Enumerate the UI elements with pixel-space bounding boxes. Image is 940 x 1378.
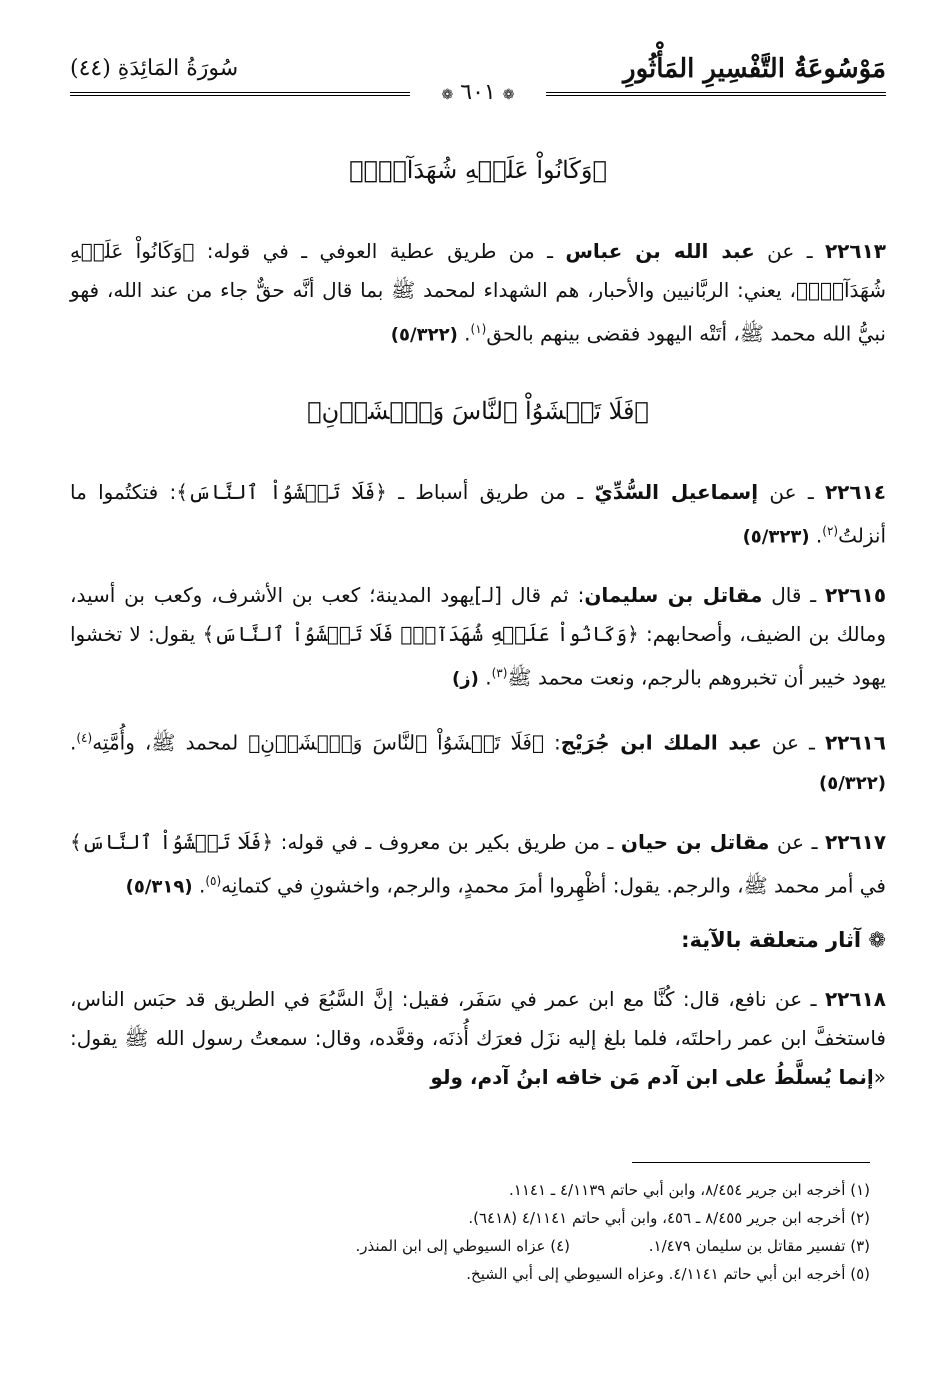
entry-text: ـ من طريق بكير بن معروف ـ في قوله: <box>273 829 621 854</box>
entry-number: ٢٢٦١٦ <box>824 730 886 755</box>
entry-text: ـ من طريق أسباط ـ <box>386 479 595 504</box>
entry-number: ٢٢٦١٣ <box>824 239 886 263</box>
ornament-right: ❁ <box>502 87 515 103</box>
entry <box>70 719 886 803</box>
footnote-1: (١) أخرجه ابن جرير ٨/٤٥٤، وابن أبي حاتم ٤/١١٣٩ ـ ١١٤١. <box>509 1181 870 1199</box>
footnote-rule <box>632 1162 870 1163</box>
entry <box>70 823 886 907</box>
entry-end: . <box>70 730 77 755</box>
narrator: عبد الله بن عباس <box>565 239 755 263</box>
page-number: ٦٠١ <box>460 80 496 105</box>
reference: (٥/٣٢٢) <box>390 324 458 346</box>
narrator: مقاتل بن سليمان <box>584 583 763 608</box>
footnote-marker[interactable]: (٢) <box>822 523 839 538</box>
entry-dash: ـ <box>801 583 825 608</box>
running-header <box>70 50 886 110</box>
header-rule-right <box>546 92 886 96</box>
reference: (ز) <box>452 668 479 690</box>
footnotes <box>54 1176 870 1288</box>
footnote-2: (٢) أخرجه ابن جرير ٨/٤٥٥ ـ ٤٥٦، وابن أبي حاتم ٤/١١٤١ (٦٤١٨). <box>468 1209 870 1227</box>
verse-heading: ﴿وَكَانُواْ عَلَيۡهِ شُهَدَآءَۚ﴾ <box>349 156 607 184</box>
entry-lead: قال <box>771 583 802 608</box>
sura-label: سُورَةُ المَائِدَةِ (٤٤) <box>70 56 239 81</box>
reference: (٥/٣٢٣) <box>742 526 810 548</box>
entry <box>70 473 886 557</box>
hadith-text: إنما يُسلَّطُ على ابن آدم مَن خافه ابنُ آدم، ولو <box>430 1065 874 1090</box>
footnote-marker[interactable]: (٣) <box>491 666 508 681</box>
footnote-marker[interactable]: (٥) <box>205 873 222 888</box>
entry-lead: عن <box>767 239 795 263</box>
entry <box>70 232 886 355</box>
entry-end: . <box>809 523 823 548</box>
entry <box>70 576 886 699</box>
entry <box>70 980 886 1097</box>
ornament-left: ❁ <box>441 87 454 103</box>
quoted-verse: ﴿فَلَا تَخۡشَوُاْ ٱلنَّاسَ وَٱخۡشَوۡنِ﴾ <box>248 730 544 755</box>
entry-dash: ـ <box>796 479 825 504</box>
narrator: عبد الملك ابن جُرَيْج <box>560 730 762 755</box>
verse-heading: ﴿فَلَا تَخۡشَوُاْ ٱلنَّاسَ وَٱخۡشَوۡنِ﴾ <box>307 396 649 425</box>
narrator: إسماعيل السُّدِّيّ <box>594 479 759 504</box>
entry-text: يقول: لا تخشوا يهود خيبر أن تخبروهم بالرجم، ونعت محمد ﷺ <box>70 622 886 690</box>
main-content <box>70 140 886 1107</box>
footnote-5: (٥) أخرجه ابن أبي حاتم ٤/١١٤١. وعزاه السيوطي إلى أبي الشيخ. <box>466 1265 870 1283</box>
entry-text: : فتكتُموا ما أنزلتُ <box>70 479 886 548</box>
quoted-verse: ﴿وَكَانُواْ عَلَيۡهِ شُهَدَآءَۚ﴾ <box>70 239 886 302</box>
entry-text: في أمر محمد ﷺ، والرجم. يقول: أظْهِروا أمرَ محمدٍ، والرجم، واخشونِ في كتمانِه <box>221 873 886 898</box>
footnote-4: (٤) عزاه السيوطي إلى ابن المنذر. <box>355 1237 570 1255</box>
entry-dash: ـ <box>799 730 825 755</box>
narrator: مقاتل بن حيان <box>620 829 770 854</box>
book-title: مَوْسُوعَةُ التَّفْسِيرِ المَأْثُورِ <box>623 54 886 84</box>
footnote-marker[interactable]: (١) <box>470 322 487 336</box>
entry-text: : ثم قال [لـ]يهود المدينة؛ كعب بن الأشرف، وكعب بن أسيد، ومالك بن الضيف، وأصحابهم: <box>70 583 886 647</box>
reference: (٥/٣١٩) <box>125 876 193 898</box>
entry-text: ـ من طريق عطية العوفي ـ في قوله: <box>194 239 566 263</box>
quoted-verse: ﴿وَكَانُواْ عَلَيۡهِ شُهَدَآءَۚ فَلَا تَخۡشَوُاْ ٱلنَّاسَ﴾ <box>202 622 639 647</box>
footnote-marker[interactable]: (٤) <box>76 730 93 745</box>
entry-number: ٢٢٦١٥ <box>824 583 887 608</box>
quoted-verse: ﴿فَلَا تَخۡشَوُاْ ٱلنَّاسَ﴾ <box>70 829 274 854</box>
footnote-3: (٣) تفسير مقاتل بن سليمان ١/٤٧٩. <box>648 1237 870 1255</box>
entry-number: ٢٢٦١٧ <box>824 829 887 854</box>
entry-end: . <box>457 321 471 346</box>
entry-text: ، يعني: الربَّانيين والأحبار، هم الشهداء لمحمد ﷺ بما قال أنَّه حقٌّ جاء من عند الله، فهو نبيُّ الله محمد ﷺ، أتَتْه اليهود فقضى بينهم بالحق <box>70 278 886 346</box>
page-number-group <box>410 80 546 105</box>
entry-number: ٢٢٦١٨ <box>824 987 886 1012</box>
header-rule-left <box>70 92 410 96</box>
reference: (٥/٣٢٢) <box>819 772 886 794</box>
quoted-verse: ﴿فَلَا تَخۡشَوُاْ ٱلنَّاسَ﴾ <box>176 479 387 504</box>
entry-dash: ـ <box>794 239 825 263</box>
entry-lead: عن <box>771 730 799 755</box>
entry-number: ٢٢٦١٤ <box>824 479 887 504</box>
entry-dash: ـ <box>804 829 825 854</box>
section-title: ❁ آثار متعلقة بالآية: <box>681 928 886 953</box>
entry-end: . <box>478 665 492 690</box>
entry-end: . <box>192 873 206 898</box>
entry-text: : <box>543 730 561 755</box>
entry-text: ـ عن نافع، قال: كُنَّا مع ابن عمر في سَفَر، فقيل: إنَّ السَّبُعَ في الطريق قد حبَس الناس، فاستخفَّ ابن عمر راحلتَه، فلما بلغ إليه نزَل فعرَك أُذنَه، وقعَّده، وقال: سمعتُ رسول الله ﷺ يقول: « <box>70 987 886 1090</box>
entry-text: لمحمد ﷺ، وأُمَّتِه <box>92 730 249 755</box>
entry-lead: عن <box>776 829 805 854</box>
footnote-row <box>54 1232 870 1260</box>
entry-lead: عن <box>769 479 797 504</box>
